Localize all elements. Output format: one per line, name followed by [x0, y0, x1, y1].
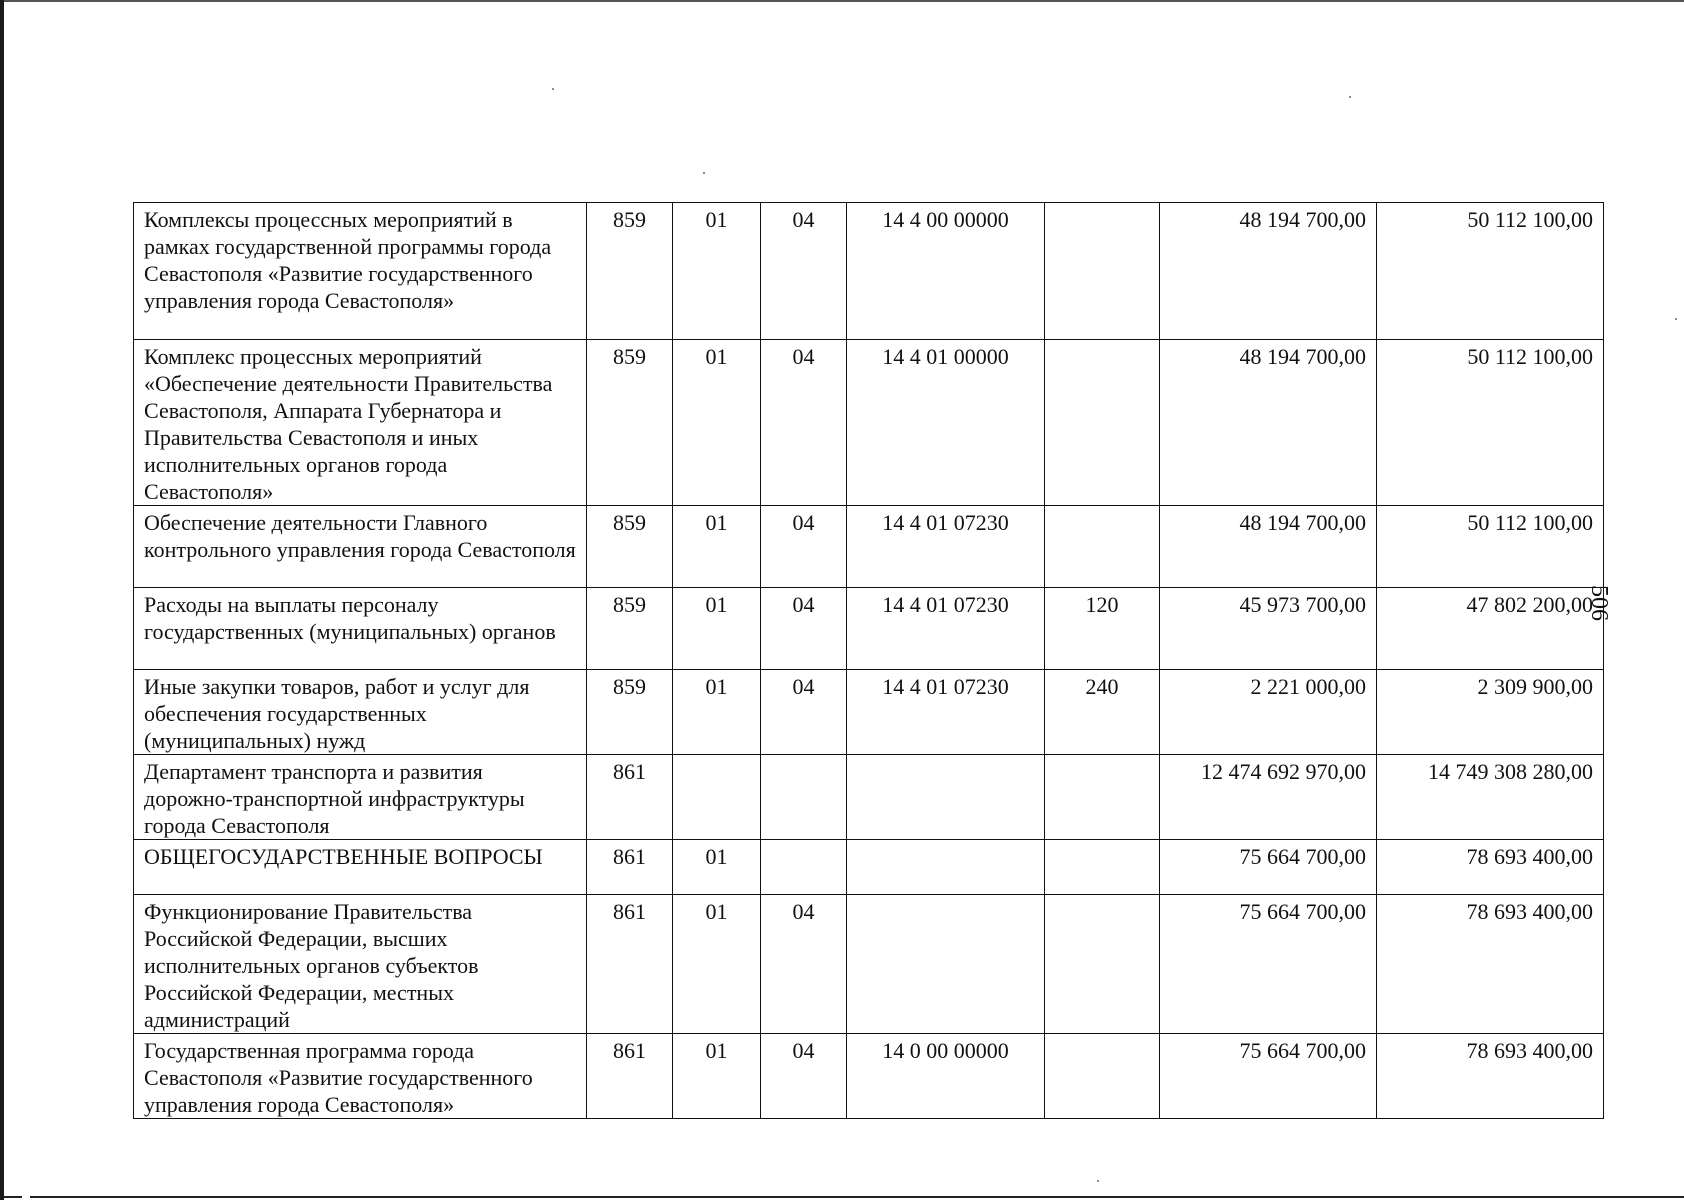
row-ved: 861 — [587, 895, 673, 1034]
row-rz: 01 — [673, 340, 761, 506]
row-sum-2: 78 693 400,00 — [1377, 895, 1604, 1034]
row-csr: 14 4 01 07230 — [847, 670, 1045, 755]
row-ved: 859 — [587, 506, 673, 588]
row-vr: 120 — [1045, 588, 1160, 670]
table-row — [134, 670, 1604, 755]
row-csr: 14 4 00 00000 — [847, 203, 1045, 340]
row-csr — [847, 895, 1045, 1034]
row-csr: 14 4 01 07230 — [847, 588, 1045, 670]
row-sum-1: 12 474 692 970,00 — [1160, 755, 1377, 840]
row-csr — [847, 755, 1045, 840]
row-ved: 861 — [587, 840, 673, 895]
row-ved: 859 — [587, 670, 673, 755]
scan-speck — [1349, 96, 1351, 98]
row-sum-2: 78 693 400,00 — [1377, 1034, 1604, 1119]
row-pr — [761, 755, 847, 840]
row-name: Комплекс процессных мероприятий «Обеспечение деятельности Правительства Севастополя, Аппарата Губернатора и Правительства Севастополя и иных исполнительных органов города Севастополя» — [134, 340, 587, 506]
row-pr: 04 — [761, 670, 847, 755]
row-sum-2: 50 112 100,00 — [1377, 506, 1604, 588]
row-name: ОБЩЕГОСУДАРСТВЕННЫЕ ВОПРОСЫ — [134, 840, 587, 895]
scan-border-bottom-left — [4, 1196, 22, 1198]
row-vr — [1045, 1034, 1160, 1119]
row-sum-2: 2 309 900,00 — [1377, 670, 1604, 755]
row-rz: 01 — [673, 203, 761, 340]
row-csr: 14 0 00 00000 — [847, 1034, 1045, 1119]
row-rz: 01 — [673, 840, 761, 895]
row-rz: 01 — [673, 895, 761, 1034]
table-row — [134, 755, 1604, 840]
scan-speck — [1675, 318, 1677, 320]
row-sum-2: 50 112 100,00 — [1377, 203, 1604, 340]
row-sum-1: 75 664 700,00 — [1160, 895, 1377, 1034]
row-pr — [761, 840, 847, 895]
scan-border-bottom — [30, 1196, 1684, 1198]
row-name: Функционирование Правительства Российской Федерации, высших исполнительных органов субъектов Российской Федерации, местных администраций — [134, 895, 587, 1034]
row-rz: 01 — [673, 1034, 761, 1119]
scan-speck — [1097, 1180, 1099, 1182]
row-ved: 859 — [587, 203, 673, 340]
row-pr: 04 — [761, 203, 847, 340]
row-sum-1: 75 664 700,00 — [1160, 1034, 1377, 1119]
row-sum-1: 2 221 000,00 — [1160, 670, 1377, 755]
table-row — [134, 1034, 1604, 1119]
row-rz: 01 — [673, 506, 761, 588]
row-csr: 14 4 01 00000 — [847, 340, 1045, 506]
row-vr — [1045, 840, 1160, 895]
page-number: 506 — [1586, 585, 1612, 621]
row-sum-1: 48 194 700,00 — [1160, 203, 1377, 340]
row-pr: 04 — [761, 588, 847, 670]
table-row — [134, 203, 1604, 340]
row-pr: 04 — [761, 1034, 847, 1119]
row-sum-1: 75 664 700,00 — [1160, 840, 1377, 895]
row-name: Департамент транспорта и развития дорожно-транспортной инфраструктуры города Севастополя — [134, 755, 587, 840]
row-name: Расходы на выплаты персоналу государственных (муниципальных) органов — [134, 588, 587, 670]
row-rz — [673, 755, 761, 840]
row-sum-2: 78 693 400,00 — [1377, 840, 1604, 895]
row-sum-2: 50 112 100,00 — [1377, 340, 1604, 506]
row-name: Обеспечение деятельности Главного контрольного управления города Севастополя — [134, 506, 587, 588]
row-ved: 859 — [587, 340, 673, 506]
scan-speck — [703, 172, 705, 174]
row-rz: 01 — [673, 588, 761, 670]
scan-border-left — [0, 0, 4, 1200]
table-row — [134, 840, 1604, 895]
row-pr: 04 — [761, 895, 847, 1034]
row-pr: 04 — [761, 340, 847, 506]
row-sum-1: 45 973 700,00 — [1160, 588, 1377, 670]
row-sum-1: 48 194 700,00 — [1160, 340, 1377, 506]
row-sum-2: 14 749 308 280,00 — [1377, 755, 1604, 840]
row-ved: 861 — [587, 1034, 673, 1119]
row-name: Государственная программа города Севастополя «Развитие государственного управления города Севастополя» — [134, 1034, 587, 1119]
row-vr — [1045, 506, 1160, 588]
row-pr: 04 — [761, 506, 847, 588]
row-csr: 14 4 01 07230 — [847, 506, 1045, 588]
row-sum-2: 47 802 200,00 — [1377, 588, 1604, 670]
scan-speck — [552, 88, 554, 90]
table-row — [134, 340, 1604, 506]
row-rz: 01 — [673, 670, 761, 755]
row-vr — [1045, 895, 1160, 1034]
scan-border-top — [0, 0, 1684, 2]
row-name: Иные закупки товаров, работ и услуг для обеспечения государственных (муниципальных) нужд — [134, 670, 587, 755]
row-vr: 240 — [1045, 670, 1160, 755]
table-row — [134, 588, 1604, 670]
table-row — [134, 895, 1604, 1034]
row-name: Комплексы процессных мероприятий в рамках государственной программы города Севастополя «Развитие государственного управления города Севастополя» — [134, 203, 587, 340]
row-ved: 859 — [587, 588, 673, 670]
row-vr — [1045, 755, 1160, 840]
row-ved: 861 — [587, 755, 673, 840]
table-row — [134, 506, 1604, 588]
row-sum-1: 48 194 700,00 — [1160, 506, 1377, 588]
row-csr — [847, 840, 1045, 895]
row-vr — [1045, 203, 1160, 340]
budget-table — [133, 202, 1604, 1119]
row-vr — [1045, 340, 1160, 506]
